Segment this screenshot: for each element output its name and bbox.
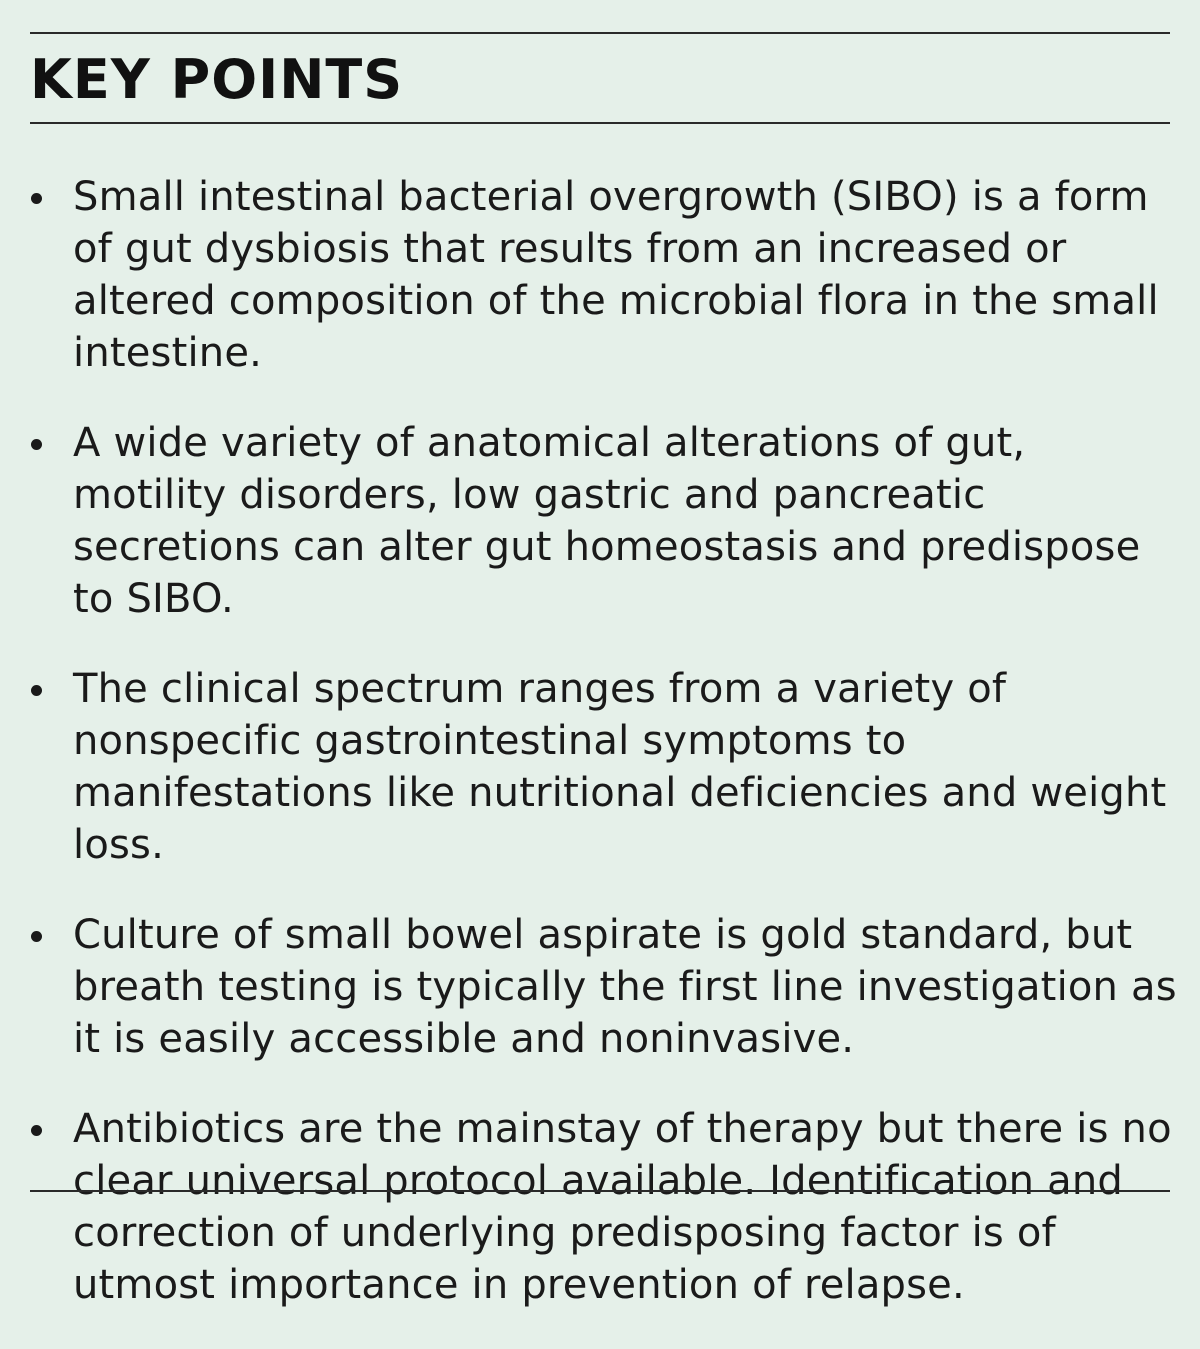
key-point-text: A wide variety of anatomical alterations of gut, motility disorders, low gastric and pancreatic secretions can alter gut homeostasis and predispose to SIBO. [73,420,1141,622]
title-divider [30,122,1170,124]
key-points-list [30,171,1180,1349]
key-point-item [30,417,1180,625]
bullet-icon [31,685,42,696]
bullet-icon [31,931,42,942]
top-divider [30,32,1170,34]
key-points-title: KEY POINTS [30,48,404,111]
key-point-item [30,663,1180,871]
key-point-text: The clinical spectrum ranges from a variety of nonspecific gastrointestinal symptoms to manifestations like nutritional deficiencies and weight loss. [73,666,1167,868]
key-point-text: Culture of small bowel aspirate is gold standard, but breath testing is typically the first line investigation as it is easily accessible and noninvasive. [73,912,1177,1062]
bullet-icon [31,193,42,204]
key-point-item [30,1103,1180,1311]
bottom-divider [30,1190,1170,1192]
key-point-item [30,909,1180,1065]
key-point-item [30,171,1180,379]
key-point-text: Antibiotics are the mainstay of therapy but there is no clear universal protocol available. Identification and correction of underlying predisposing factor is of utmost importance in prevention of relapse. [73,1106,1172,1308]
key-point-text: Small intestinal bacterial overgrowth (SIBO) is a form of gut dysbiosis that results from an increased or altered composition of the microbial flora in the small intestine. [73,174,1159,376]
bullet-icon [31,1125,42,1136]
bullet-icon [31,439,42,450]
